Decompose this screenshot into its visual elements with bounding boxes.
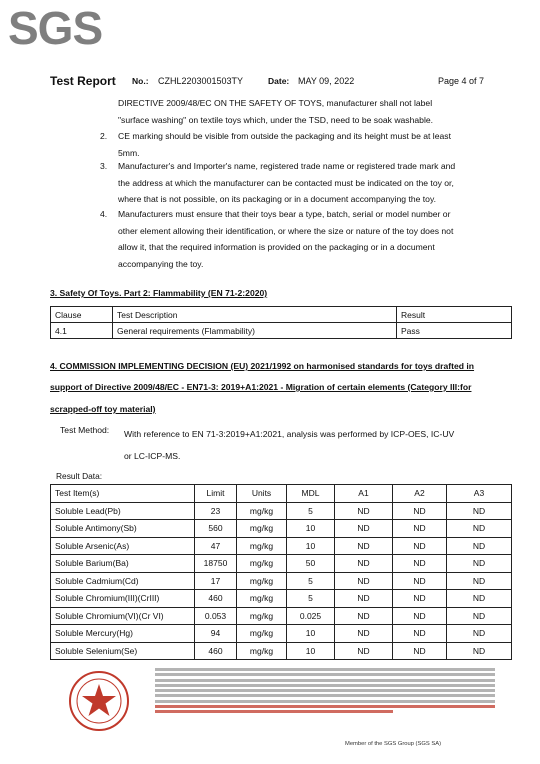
- table-cell: ND: [393, 642, 447, 660]
- requirement-item-4: [100, 206, 518, 272]
- table-cell: mg/kg: [237, 590, 287, 608]
- table-cell: ND: [335, 607, 393, 625]
- footer: [50, 664, 518, 738]
- table-cell: ND: [447, 502, 512, 520]
- requirement-line: Manufacturer's and Importer's name, registered trade name or registered trade mark and: [118, 161, 456, 171]
- table-cell: Pass: [397, 323, 512, 339]
- table-cell: ND: [393, 607, 447, 625]
- table-cell: ND: [335, 537, 393, 555]
- migration-results-table: [50, 484, 512, 660]
- page-number: Page 4 of 7: [438, 76, 485, 86]
- test-method-text: [124, 425, 516, 465]
- test-method-label: Test Method:: [60, 425, 110, 435]
- table-cell: mg/kg: [237, 502, 287, 520]
- report-title: Test Report: [50, 74, 116, 88]
- requirement-line: accompanying the toy.: [118, 258, 204, 269]
- table-header-cell: Limit: [195, 485, 237, 503]
- test-method-line: With reference to EN 71-3:2019+A1:2021, analysis was performed by ICP-OES, IC-UV: [124, 429, 455, 439]
- table-cell: Soluble Barium(Ba): [51, 555, 195, 573]
- table-header-cell: MDL: [287, 485, 335, 503]
- requirement-line: DIRECTIVE 2009/48/EC ON THE SAFETY OF TOYS, manufacturer shall not label: [118, 98, 433, 108]
- requirement-number: 4.: [100, 209, 108, 219]
- sgs-logo: [6, 4, 156, 50]
- table-header-cell: Clause: [51, 307, 113, 323]
- table-cell: 10: [287, 537, 335, 555]
- report-date-label: Date:: [268, 76, 290, 86]
- table-header-cell: Test Description: [113, 307, 397, 323]
- table-row: [51, 502, 512, 520]
- table-cell: Soluble Lead(Pb): [51, 502, 195, 520]
- table-cell: 10: [287, 520, 335, 538]
- table-cell: Soluble Chromium(III)(CrIII): [51, 590, 195, 608]
- report-no-value: CZHL2203001503TY: [158, 76, 244, 86]
- table-cell: ND: [393, 537, 447, 555]
- result-rows: [51, 502, 512, 660]
- table-cell: ND: [447, 642, 512, 660]
- table-row: [51, 572, 512, 590]
- requirement-item-1: [118, 95, 518, 128]
- table-header-cell: A1: [335, 485, 393, 503]
- table-row: [51, 590, 512, 608]
- table-cell: mg/kg: [237, 625, 287, 643]
- disclaimer-text: [155, 668, 495, 716]
- table-cell: Soluble Chromium(VI)(Cr VI): [51, 607, 195, 625]
- table-cell: ND: [335, 520, 393, 538]
- table-cell: ND: [447, 590, 512, 608]
- table-cell: General requirements (Flammability): [113, 323, 397, 339]
- requirement-line: other element allowing their identification, or where the size or nature of the toy does not: [118, 225, 454, 236]
- table-row: [51, 625, 512, 643]
- table-cell: ND: [393, 572, 447, 590]
- table-cell: 23: [195, 502, 237, 520]
- table-cell: Soluble Selenium(Se): [51, 642, 195, 660]
- table-cell: 5: [287, 502, 335, 520]
- requirement-line: where that is not possible, on its packaging or in a document accompanying the toy.: [118, 194, 436, 205]
- sgs-member-note: Member of the SGS Group (SGS SA): [345, 741, 442, 747]
- requirement-line: the address at which the manufacturer can be contacted must be indicated on the toy or,: [118, 177, 454, 188]
- test-method-line: or LC-ICP-MS.: [124, 451, 181, 461]
- table-cell: mg/kg: [237, 520, 287, 538]
- section-4-title-line: support of Directive 2009/48/EC - EN71-3: 2019+A1:2021 - Migration of certain elements (Category III:for: [50, 382, 472, 392]
- table-cell: ND: [335, 572, 393, 590]
- section-4-title-line: 4. COMMISSION IMPLEMENTING DECISION (EU) 2021/1992 on harmonised standards for toys drafted in: [50, 361, 475, 371]
- report-no-label: No.:: [132, 76, 149, 86]
- requirement-item-2: [100, 128, 518, 161]
- table-row: [51, 323, 512, 339]
- table-cell: Soluble Antimony(Sb): [51, 520, 195, 538]
- table-cell: ND: [393, 520, 447, 538]
- requirement-line: CE marking should be visible from outside the packaging and its height must be at least: [118, 131, 451, 141]
- table-cell: ND: [335, 590, 393, 608]
- table-cell: mg/kg: [237, 555, 287, 573]
- table-header-cell: Result: [397, 307, 512, 323]
- table-header-row: [51, 307, 512, 323]
- requirement-number: 3.: [100, 161, 108, 171]
- table-cell: 460: [195, 590, 237, 608]
- requirement-line: allow it, that the required information is provided on the packaging or in a document: [118, 242, 435, 253]
- table-cell: Soluble Arsenic(As): [51, 537, 195, 555]
- table-header-cell: A2: [393, 485, 447, 503]
- table-header-cell: Test Item(s): [51, 485, 195, 503]
- table-cell: mg/kg: [237, 607, 287, 625]
- table-cell: 18750: [195, 555, 237, 573]
- table-row: [51, 642, 512, 660]
- table-cell: 94: [195, 625, 237, 643]
- sgs-logo-text: SGS: [8, 4, 103, 50]
- requirement-number: 2.: [100, 131, 108, 141]
- table-cell: Soluble Mercury(Hg): [51, 625, 195, 643]
- table-cell: ND: [447, 625, 512, 643]
- table-cell: 10: [287, 642, 335, 660]
- table-cell: 4.1: [51, 323, 113, 339]
- report-header: [50, 76, 492, 92]
- table-cell: ND: [447, 520, 512, 538]
- seal-stamp-icon: [68, 670, 130, 732]
- table-header-cell: Units: [237, 485, 287, 503]
- table-cell: mg/kg: [237, 642, 287, 660]
- requirement-line: 5mm.: [118, 147, 140, 158]
- table-cell: 10: [287, 625, 335, 643]
- report-date-value: MAY 09, 2022: [298, 76, 355, 86]
- table-cell: Soluble Cadmium(Cd): [51, 572, 195, 590]
- table-cell: 460: [195, 642, 237, 660]
- table-cell: ND: [335, 555, 393, 573]
- table-row: [51, 520, 512, 538]
- requirement-line: Manufacturers must ensure that their toys bear a type, batch, serial or model number or: [118, 209, 451, 219]
- table-cell: ND: [335, 625, 393, 643]
- table-cell: 47: [195, 537, 237, 555]
- table-cell: ND: [393, 625, 447, 643]
- table-row: [51, 607, 512, 625]
- table-cell: mg/kg: [237, 572, 287, 590]
- result-data-label: Result Data:: [56, 471, 103, 481]
- table-cell: ND: [447, 572, 512, 590]
- flammability-table: [50, 306, 512, 339]
- table-cell: ND: [447, 537, 512, 555]
- table-cell: 0.025: [287, 607, 335, 625]
- table-cell: ND: [447, 607, 512, 625]
- table-cell: mg/kg: [237, 537, 287, 555]
- section-3-title: 3. Safety Of Toys. Part 2: Flammability (EN 71-2:2020): [50, 288, 268, 298]
- table-cell: ND: [335, 642, 393, 660]
- table-cell: 5: [287, 572, 335, 590]
- table-row: [51, 537, 512, 555]
- table-header-cell: A3: [447, 485, 512, 503]
- table-header-row: [51, 485, 512, 503]
- table-cell: 5: [287, 590, 335, 608]
- table-row: [51, 555, 512, 573]
- table-cell: ND: [335, 502, 393, 520]
- table-cell: 560: [195, 520, 237, 538]
- table-cell: 50: [287, 555, 335, 573]
- table-cell: 17: [195, 572, 237, 590]
- requirement-line: "surface washing" on textile toys which, under the TSD, need to be soak washable.: [118, 114, 434, 125]
- requirement-item-3: [100, 158, 518, 208]
- table-cell: ND: [447, 555, 512, 573]
- table-cell: ND: [393, 502, 447, 520]
- section-4-title-line: scrapped-off toy material): [50, 404, 156, 414]
- table-cell: ND: [393, 555, 447, 573]
- table-cell: 0.053: [195, 607, 237, 625]
- table-cell: ND: [393, 590, 447, 608]
